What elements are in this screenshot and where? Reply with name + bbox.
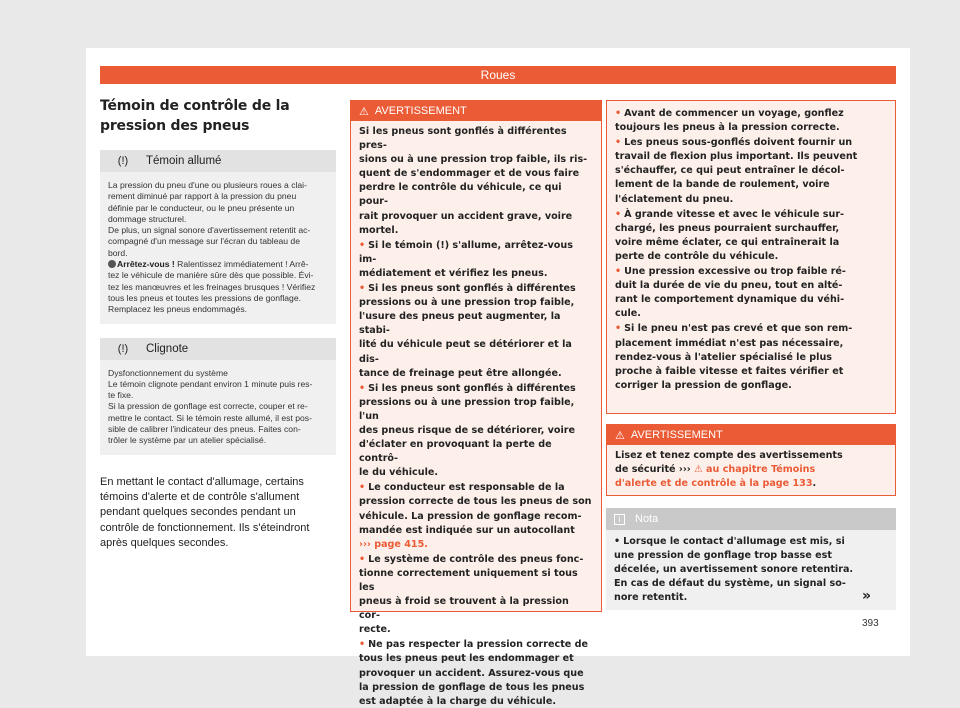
text-line: rendez-vous à l'atelier spécialisé le plus [615, 351, 832, 363]
text-line: Si les pneus sont gonflés à différentes pres- [359, 126, 567, 152]
text-line: des pneus risque de se détériorer, voire [359, 424, 576, 436]
text-line: contrôle de fonctionnement. Ils s'éteindront [100, 521, 310, 534]
continue-mark: » [862, 588, 872, 604]
warning-bullet [615, 322, 887, 392]
text-line: Le témoin clignote pendant environ 1 minute puis res- [108, 378, 313, 389]
text-line: perte de contrôle du véhicule. [615, 250, 779, 262]
text-line: l'usure des pneus peut augmenter, la stabi- [359, 311, 561, 337]
warning-bullet [359, 481, 593, 551]
warning-bullet [615, 107, 887, 135]
text-line: travail de flexion plus important. Ils peuvent [615, 151, 858, 163]
text-line: Si le témoin (!) s'allume, arrêtez-vous im- [359, 239, 573, 265]
warning-title: AVERTISSEMENT [630, 429, 723, 441]
tire-pressure-warning-icon: (!) [117, 342, 129, 355]
text-line: proche à faible vitesse et faites vérifier et [615, 365, 844, 377]
text-line: pressions ou à une pression trop faible, [359, 297, 575, 309]
bullet-icon: • [614, 536, 621, 547]
text-line: quent de s'endommager et de vous faire [359, 168, 580, 180]
bullet-icon: • [615, 208, 622, 220]
text-line: rant le comportement dynamique du véhi- [615, 294, 845, 306]
warning-box-main [350, 100, 602, 707]
lamp-flash-header [100, 338, 336, 360]
text-line: perdre le contrôle du véhicule, ce qui pour- [359, 182, 562, 208]
warning-triangle-icon: ⚠ [615, 429, 625, 442]
text-line: d'éclater en provoquant la perte de contrô- [359, 439, 552, 465]
text-line: Lorsque le contact d'allumage est mis, si [623, 536, 845, 547]
text-line: véhicule. La pression de gonflage recom- [359, 510, 582, 522]
lamp-on-header [100, 150, 336, 172]
text-line: pression correcte de tous les pneus de son [359, 496, 592, 508]
left-column [100, 96, 336, 552]
text-line: lité du véhicule peut se détériorer et la dis- [359, 339, 572, 365]
text-line: duit la durée de vie du pneu, tout en alté- [615, 280, 843, 292]
section-title: Témoin de contrôle de la pression des pneus [100, 98, 290, 134]
text-line: corriger la pression de gonflage. [615, 379, 792, 391]
lamp-flash-description [100, 360, 336, 455]
text-line: tez le véhicule de manière sûre dès que possible. Évi- [108, 270, 314, 281]
text-line: Dysfonctionnement du système [108, 367, 228, 378]
text-line: de sécurité ››› [615, 464, 695, 476]
lamp-on-description [100, 172, 336, 324]
warning-continued-body [607, 101, 895, 400]
text-line: mettre le contact. Si le témoin reste allumé, il est pos- [108, 412, 312, 423]
text-line: Si la pression de gonflage est correcte, couper et re- [108, 401, 308, 412]
stop-bold: Arrêtez-vous ! [117, 259, 175, 270]
text-line: Les pneus sous-gonflés doivent fournir un [624, 137, 853, 149]
chapter-banner: Roues [100, 66, 896, 84]
text-line: rement diminué par rapport à la pression du pneu [108, 191, 297, 202]
text-line: . [812, 478, 817, 490]
warning-intro [359, 125, 593, 238]
text-line: tous les pneus peut les endommager et [359, 653, 574, 665]
text-line: définie par le conducteur, ou le pneu présente un [108, 202, 295, 213]
text-line: placement immédiat n'est pas nécessaire, [615, 337, 844, 349]
text-line: bord. [108, 247, 128, 258]
page-number: 393 [862, 618, 879, 629]
warning-triangle-icon: ⚠ [694, 464, 703, 476]
text-line: sions ou à une pression trop faible, ils ris- [359, 154, 588, 166]
bullet-icon: • [359, 239, 366, 251]
text-line: te fixe. [108, 390, 134, 401]
text-line: l'éclatement du pneu. [615, 193, 734, 205]
text-line: La pression du pneu d'une ou plusieurs roues a clai- [108, 180, 307, 190]
bullet-icon: • [615, 137, 622, 149]
lamp-on-title: Témoin allumé [146, 155, 222, 167]
text-line: pressions ou à une pression trop faible, l'un [359, 396, 575, 422]
text-line: sible de calibrer l'indicateur des pneus. Faites con- [108, 424, 301, 435]
note-box [606, 508, 896, 610]
text-line: Ne pas respecter la pression correcte de [368, 639, 589, 651]
text-line: Le conducteur est responsable de la [368, 482, 565, 494]
text-line: À grande vitesse et avec le véhicule sur- [624, 208, 845, 220]
note-title: Nota [635, 513, 659, 525]
text-line: Si les pneus sont gonflés à différentes [368, 283, 576, 295]
bullet-icon: • [359, 639, 366, 651]
text-line: Remplacez les pneus endommagés. [108, 304, 248, 315]
warning-bullet [615, 265, 887, 321]
page-415-link[interactable]: ››› page 415. [359, 538, 428, 550]
warning-bullet [359, 553, 593, 638]
text-line: Lisez et tenez compte des avertissements [615, 450, 843, 461]
text-line: mortel. [359, 224, 399, 236]
text-line: pendant quelques secondes pendant un [100, 506, 296, 519]
text-line: une pression de gonflage trop basse est [614, 550, 832, 562]
text-line: décelée, un avertissement sonore retentira. [614, 564, 854, 576]
text-line: pneus à froid se trouvent à la pression cor- [359, 596, 569, 622]
text-line: témoins d'alerte et de contrôle s'allument [100, 491, 300, 504]
text-line: cule. [615, 308, 641, 320]
bullet-icon: • [359, 482, 366, 494]
warning-header [607, 425, 895, 445]
text-line: nore retentit. [614, 592, 688, 604]
text-line: En cas de défaut du système, un signal so- [614, 578, 846, 590]
text-line: tez les manœuvres et les freinages brusques ! Vérifiez [108, 281, 316, 292]
text-line: tionne correctement uniquement si tous les [359, 567, 578, 593]
body-paragraph [100, 475, 336, 552]
text-line: toujours les pneus à la pression correcte. [615, 122, 840, 134]
warning-box-continued [606, 100, 896, 414]
text-line: la pression de gonflage de tous les pneus [359, 681, 585, 693]
text-line: médiatement et vérifiez les pneus. [359, 267, 548, 279]
bullet-icon: • [615, 108, 622, 119]
text-line: voire même éclater, ce qui entraînerait la [615, 236, 840, 248]
warning-triangle-icon: ⚠ [359, 105, 369, 118]
warning-bullet [359, 282, 593, 381]
warning-bullet [359, 239, 593, 281]
stop-rest: Ralentissez immédiatement ! Arrê- [174, 259, 309, 270]
text-line: Le système de contrôle des pneus fonc- [368, 553, 584, 565]
text-line: provoquer un accident. Assurez-vous que [359, 667, 584, 679]
stop-line [108, 259, 328, 270]
stop-icon [108, 260, 116, 268]
text-line: rait provoquer un accident grave, voire [359, 210, 573, 222]
bullet-icon: • [615, 323, 622, 335]
bullet-icon: • [359, 553, 366, 565]
text-line: trôler le système par un atelier spécialisé. [108, 435, 267, 446]
warning-title: AVERTISSEMENT [374, 105, 467, 117]
page-133-link[interactable]: d'alerte et de contrôle à la page 133 [615, 478, 813, 490]
tire-pressure-warning-icon: (!) [117, 155, 129, 167]
text-line: tance de freinage peut être allongée. [359, 367, 562, 379]
note-header [606, 508, 896, 530]
text-line: Une pression excessive ou trop faible ré- [624, 266, 846, 278]
text-line: est adaptée à la charge du véhicule. [359, 695, 556, 707]
warning-bullet [359, 638, 593, 708]
text-line: lement de la bande de roulement, voire [615, 179, 830, 191]
warning-body [607, 445, 895, 497]
text-line: dommage structurel. [108, 213, 187, 224]
warning-bullet [615, 136, 887, 206]
text-line: En mettant le contact d'allumage, certains [100, 475, 304, 488]
text-line: tous les pneus et toutes les pressions de gonflage. [108, 292, 302, 303]
text-line: Avant de commencer un voyage, gonflez [624, 108, 844, 119]
text-line: recte. [359, 624, 391, 636]
lamp-flash-title: Clignote [146, 342, 189, 355]
text-line: Si les pneus sont gonflés à différentes [368, 382, 576, 394]
text-line: s'échauffer, ce qui peut entraîner le décol- [615, 165, 845, 177]
text-line: compagné d'un message sur l'écran du tableau de [108, 236, 300, 247]
text-line: De plus, un signal sonore d'avertissement retentit ac- [108, 225, 311, 236]
warning-header [351, 101, 601, 121]
manual-page [86, 48, 910, 707]
info-icon: i [614, 514, 625, 525]
warning-box-secondary [606, 424, 896, 496]
warning-body [351, 121, 601, 708]
bullet-icon: • [359, 283, 366, 295]
text-line: chargé, les pneus pourraient surchauffer, [615, 222, 840, 234]
chapter-link[interactable]: au chapitre Témoins [702, 464, 816, 476]
text-line: le du véhicule. [359, 467, 439, 479]
text-line: mandée est indiquée sur un autocollant [359, 524, 575, 536]
bullet-icon: • [359, 382, 366, 394]
text-line: Si le pneu n'est pas crevé et que son rem- [624, 323, 853, 335]
text-line: après quelques secondes. [100, 537, 229, 550]
warning-bullet [359, 382, 593, 481]
warning-bullet [615, 208, 887, 264]
bullet-icon: • [615, 266, 622, 278]
note-body [606, 530, 896, 610]
